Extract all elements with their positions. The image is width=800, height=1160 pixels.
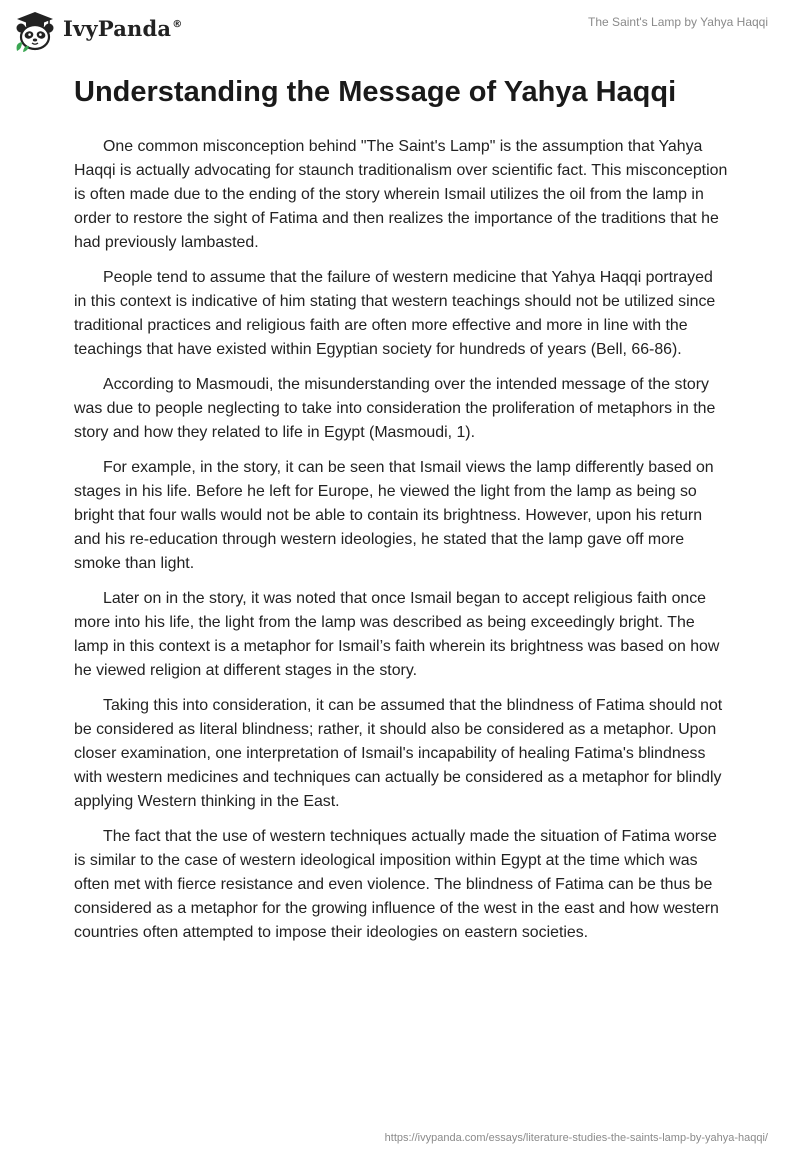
paragraph-3: According to Masmoudi, the misunderstanding over the intended message of the story was due to people neglecting to take into consideration the proliferation of metaphors in the story and how they related to life in Egypt (Masmoudi, 1). (74, 376, 716, 441)
article-body (74, 135, 729, 956)
paragraph-6: Taking this into consideration, it can be assumed that the blindness of Fatima should not be considered as literal blindness; rather, it should also be considered as a metaphor. Upon closer examination, one interpretation of Ismail's incapability of healing Fatima's blindness with western medicines and techniques can actually be considered as a metaphor for blindly applying Western thinking in the East. (74, 697, 723, 810)
registered-mark: ® (172, 18, 183, 30)
page-header (0, 0, 800, 64)
page-title: Understanding the Message of Yahya Haqqi (74, 76, 677, 108)
brand-name: IvyPanda® (63, 15, 183, 41)
paragraph-4: For example, in the story, it can be seen that Ismail views the lamp differently based on stages in his life. Before he left for Europe, he viewed the light from the lamp as being so bright that four walls would not be able to contain its brightness. However, upon his return and his re-education through western ideologies, he stated that the lamp gave off more smoke than light. (74, 459, 714, 572)
paragraph-5: Later on in the story, it was noted that once Ismail began to accept religious faith once more into his life, the light from the lamp was described as being exceedingly bright. The lamp in this context is a metaphor for Ismail’s faith wherein its brightness was based on how he viewed religion at different stages in the story. (74, 590, 720, 679)
ivypanda-logo[interactable] (13, 9, 182, 53)
paragraph-2: People tend to assume that the failure of western medicine that Yahya Haqqi portrayed in this context is indicative of him stating that western teachings should not be utilized since traditional practices and religious faith are often more effective and more in line with the teachings that have existed within Egyptian society for hundreds of years (Bell, 66-86). (74, 269, 716, 358)
panda-logo-icon (13, 9, 57, 53)
paragraph-7: The fact that the use of western techniques actually made the situation of Fatima worse is similar to the case of western ideological imposition within Egypt at the time which was often met with fierce resistance and even violence. The blindness of Fatima can be thus be considered as a metaphor for the growing influence of the west in the east and how western countries often attempted to impose their ideologies on eastern societies. (74, 828, 719, 941)
paragraph-1: One common misconception behind "The Saint's Lamp" is the assumption that Yahya Haqqi is actually advocating for staunch traditionalism over scientific fact. This misconception is often made due to the ending of the story wherein Ismail utilizes the oil from the lamp in order to restore the sight of Fatima and then realizes the importance of the traditions that he had previously lambasted. (74, 138, 728, 251)
source-url-link[interactable]: https://ivypanda.com/essays/literature-studies-the-saints-lamp-by-yahya-haqqi/ (384, 1132, 768, 1144)
running-title: The Saint's Lamp by Yahya Haqqi (588, 15, 768, 29)
